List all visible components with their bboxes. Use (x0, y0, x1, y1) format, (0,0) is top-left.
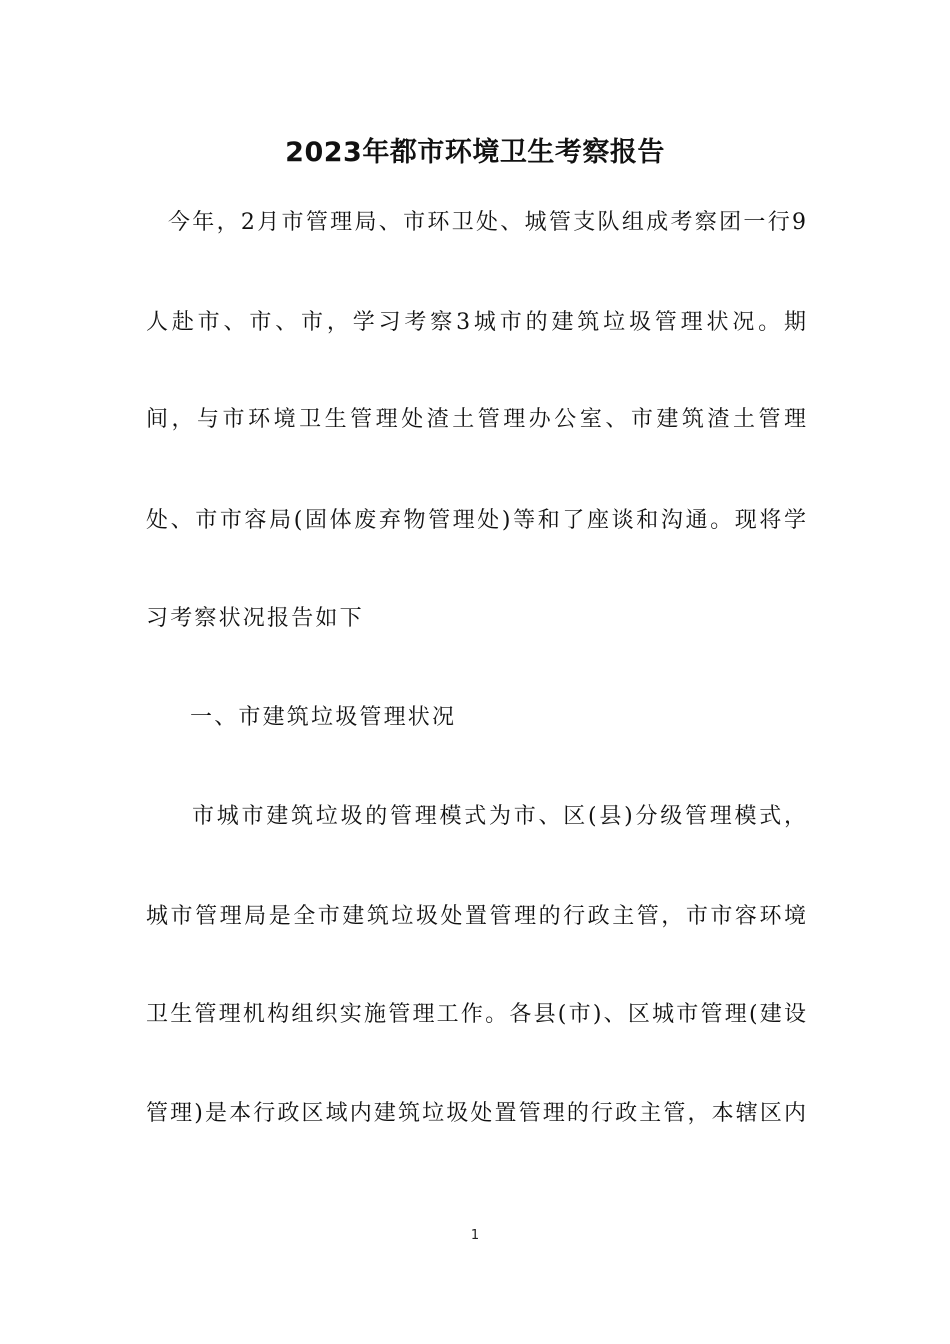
document-title: 2023年都市环境卫生考察报告 (285, 137, 665, 168)
paragraph-line: 今年，2月市管理局、市环卫处、城管支队组成考察团一行9 (168, 210, 806, 235)
page-number: 1 (470, 1228, 480, 1243)
paragraph-line: 处、市市容局(固体废弃物管理处)等和了座谈和沟通。现将学 (146, 508, 806, 533)
paragraph-line: 人赴市、市、市，学习考察3城市的建筑垃圾管理状况。期 (146, 310, 806, 335)
section-heading: 一、市建筑垃圾管理状况 (190, 705, 457, 730)
paragraph-line: 城市管理局是全市建筑垃圾处置管理的行政主管，市市容环境 (146, 904, 806, 929)
paragraph-line: 习考察状况报告如下 (146, 606, 364, 631)
paragraph-line: 卫生管理机构组织实施管理工作。各县(市)、区城市管理(建设 (146, 1002, 806, 1027)
paragraph-line: 管理)是本行政区域内建筑垃圾处置管理的行政主管，本辖区内 (146, 1101, 806, 1126)
paragraph-line: 市城市建筑垃圾的管理模式为市、区(县)分级管理模式， (192, 804, 806, 829)
paragraph-line: 间，与市环境卫生管理处渣土管理办公室、市建筑渣土管理 (146, 407, 806, 432)
